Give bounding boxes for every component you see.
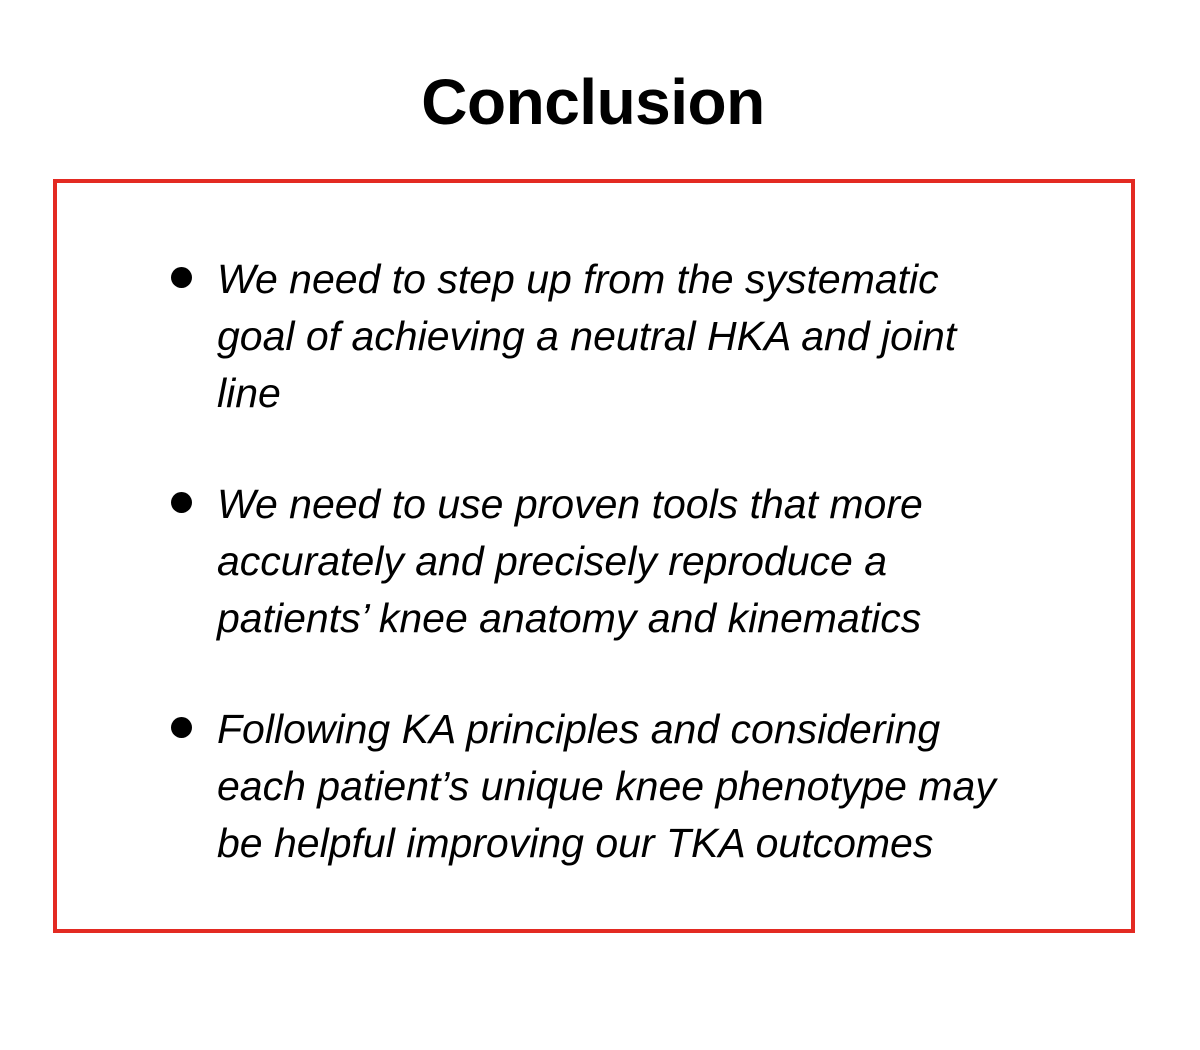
bullet-text: [217, 701, 1117, 872]
bullet-line: We need to step up from the systematic: [217, 256, 939, 302]
bullet-line: goal of achieving a neutral HKA and joint: [217, 313, 957, 359]
bullet-line: We need to use proven tools that more: [217, 481, 923, 527]
bullet-text: [217, 251, 1117, 422]
bullet-line: accurately and precisely reproduce a: [217, 538, 888, 584]
bullet-dot-icon: [171, 717, 192, 738]
bullet-line: line: [217, 370, 281, 416]
bullet-dot-icon: [171, 492, 192, 513]
bullet-text: [217, 476, 1117, 647]
bullet-line: each patient’s unique knee phenotype may: [217, 763, 996, 809]
bullet-line: Following KA principles and considering: [217, 706, 941, 752]
conclusion-box: [53, 179, 1135, 933]
bullet-line: patients’ knee anatomy and kinematics: [217, 595, 922, 641]
bullet-dot-icon: [171, 267, 192, 288]
bullet-line: be helpful improving our TKA outcomes: [217, 820, 934, 866]
slide-title: Conclusion: [421, 66, 765, 138]
